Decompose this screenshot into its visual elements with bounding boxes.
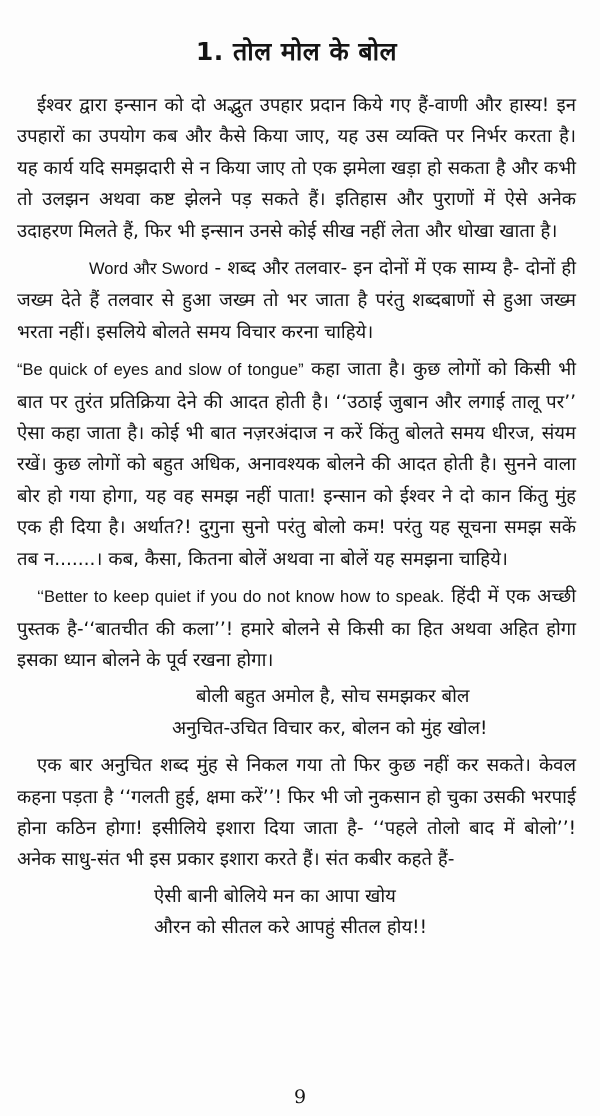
paragraph-2-text: - शब्द और तलवार- इन दोनों में एक साम्य है- दोनों ही जख्म देते हैं तलवार से हुआ जख्म तो भर जाता है परंतु शब्दबाणों से हुआ जख्म भरता नहीं। इसलिये बोलते समय विचार करना चाहिये।	[17, 258, 576, 343]
english-quote: “Be quick of eyes and slow of tongue”	[17, 361, 304, 380]
chapter-title: 1. तोल मोल के बोल	[195, 37, 398, 66]
page-number: 9	[293, 1086, 307, 1108]
couplet-1	[17, 681, 576, 744]
english-phrase: Word और Sword	[89, 260, 209, 279]
paragraph-3-text: कहा जाता है। कुछ लोगों को किसी भी बात पर तुरंत प्रतिक्रिया देने की आदत होती है। ‘‘उठाई जुबान और लगाई तालू पर’’ ऐसा कहा जाता है। कोई भी बात नज़रअंदाज न करें किंतु बोलते समय धीरज, संयम रखें। कुछ लोगों को बहुत अधिक, अनावश्यक बोलने की आदत होती है। सुनने वाला बोर हो गया होगा, यह वह समझ नहीं पाता! इन्सान को ईश्वर ने दो कान किंतु मुंह एक ही दिया है। अर्थात?! दुगुना सुनो परंतु बोलो कम! परंतु यह सूचना समझ सकें तब न.......। कब, कैसा, कितना बोलें अथवा ना बोलें यह समझना चाहिये।	[17, 359, 576, 570]
paragraph-2	[17, 253, 576, 348]
couplet-2-line-1: ऐसी बानी बोलिये मन का आपा खोय	[154, 885, 396, 907]
paragraph-4-text: हिंदी में एक अच्छी पुस्तक है-‘‘बातचीत की कला’’! हमारे बोलने से किसी का हित अथवा अहित होगा इसका ध्यान बोलने के पूर्व रखना होगा।	[17, 586, 576, 671]
couplet-2-line-2: औरन को सीतल करे आपहुं सीतल होय!!	[154, 917, 428, 939]
paragraph-1: ईश्वर द्वारा इन्सान को दो अद्भुत उपहार प्रदान किये गए हैं-वाणी और हास्य! इन उपहारों का उपयोग कब और कैसे किया जाए, यह उस व्यक्ति पर निर्भर करता है। यह कार्य यदि समझदारी से न किया जाए तो एक झमेला खड़ा हो सकता है और कभी तो उलझन अथवा कष्ट झेलने पड़ सकते हैं। इतिहास और पुराणों में ऐसे अनेक उदाहरण मिलते हैं, फिर भी इन्सान उनसे कोई सीख नहीं लेता और धोखा खाता है।	[17, 95, 576, 242]
couplet-1-line-2: अनुचित-उचित विचार कर, बोलन को मुंह खोल!	[172, 717, 488, 739]
couplet-1-line-1: बोली बहुत अमोल है, सोच समझकर बोल	[196, 686, 470, 708]
paragraph-5: एक बार अनुचित शब्द मुंह से निकल गया तो फिर कुछ नहीं कर सकते। केवल कहना पड़ता है ‘‘गलती हुई, क्षमा करें’’! फिर भी जो नुकसान हो चुका उसकी भरपाई होना कठिन होगा! इसीलिये इशारा दिया जाता है- ‘‘पहले तोलो बाद में बोलो’’! अनेक साधु-संत भी इस प्रकार इशारा करते हैं। संत कबीर कहते हैं-	[17, 755, 576, 871]
paragraph-3	[17, 354, 576, 575]
paragraph-4	[17, 581, 576, 676]
english-quote: ‘‘Better to keep quiet if you do not know how to speak.	[37, 588, 445, 607]
couplet-2	[17, 881, 576, 944]
